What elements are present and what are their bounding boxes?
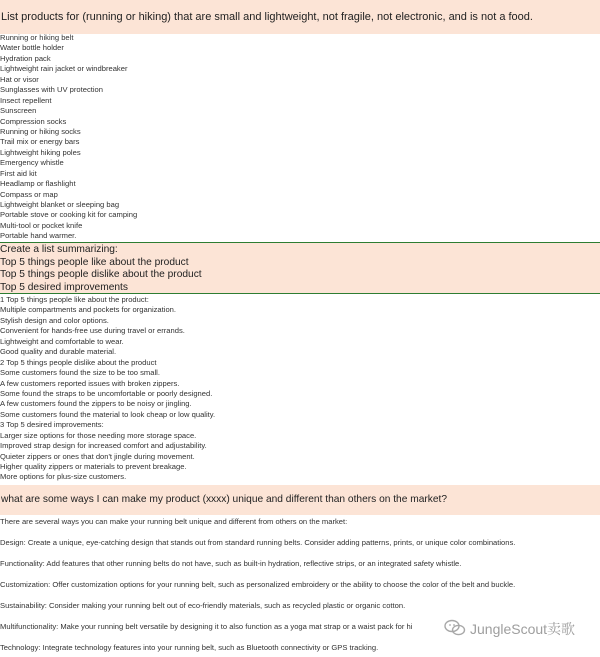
answer-paragraph: Customization: Offer customization options for your running belt, such as personalized embroidery or the ability to choose the color of the belt and buckle. <box>0 580 516 589</box>
watermark-text: JungleScout卖歌 <box>470 621 576 637</box>
product-list-item: Running or hiking belt <box>0 33 74 42</box>
answer-paragraph: Design: Create a unique, eye-catching design that stands out from standard running belts. Consider adding patterns, prints, or unique color combinations. <box>0 538 516 547</box>
summary-list-item: Lightweight and comfortable to wear. <box>0 336 124 346</box>
summary-list-item: A few customers reported issues with broken zippers. <box>0 378 180 388</box>
summary-list-item: Improved strap design for increased comfort and adjustability. <box>0 441 207 451</box>
product-list-item: Lightweight rain jacket or windbreaker <box>0 64 128 74</box>
answer-paragraph: Sustainability: Consider making your running belt out of eco-friendly materials, such as recycled plastic or organic cotton. <box>0 601 406 610</box>
product-list-item: Water bottle holder <box>0 43 64 53</box>
summary-list-item: Some customers found the material to look cheap or low quality. <box>0 409 216 419</box>
product-list-item: Sunglasses with UV protection <box>0 85 103 95</box>
product-list-item: Headlamp or flashlight <box>0 179 76 189</box>
product-list-item: First aid kit <box>0 168 37 178</box>
summary-list-item: A few customers found the zippers to be noisy or jingling. <box>0 399 192 409</box>
wechat-icon <box>444 619 470 640</box>
question-2-heading <box>0 242 600 294</box>
product-list-item: Hydration pack <box>0 53 51 63</box>
summary-list-item: 1 Top 5 things people like about the product: <box>0 295 149 304</box>
question-2-line: Top 5 things people like about the product <box>0 256 189 268</box>
product-list-item: Portable stove or cooking kit for camping <box>0 210 138 220</box>
product-list-item: Running or hiking socks <box>0 126 81 136</box>
question-2-line: Top 5 desired improvements <box>0 281 128 293</box>
product-list-item: Hat or visor <box>0 74 39 84</box>
product-list-item: Compression socks <box>0 116 67 126</box>
summary-list-item: Good quality and durable material. <box>0 347 117 357</box>
summary-list-item: Some found the straps to be uncomfortable or poorly designed. <box>0 388 213 398</box>
question-1-heading: List products for (running or hiking) that are small and lightweight, not fragile, not electronic, and is not a food. <box>0 0 600 34</box>
answer-paragraph: Technology: Integrate technology features into your running belt, such as Bluetooth connectivity or GPS tracking. <box>0 643 379 652</box>
product-list-item: Insect repellent <box>0 95 52 105</box>
summary-list-item: 2 Top 5 things people dislike about the product <box>0 357 157 367</box>
product-list-item: Multi-tool or pocket knife <box>0 220 83 230</box>
answer-paragraph: Functionality: Add features that other running belts do not have, such as built-in hydration, reflective strips, or an integrated safety whistle. <box>0 559 462 568</box>
answer-paragraph: Multifunctionality: Make your running belt versatile by designing it to also function as a yoga mat strap or a waist pack for hi <box>0 622 413 631</box>
product-list-item: Compass or map <box>0 189 58 199</box>
summary-list-item: Stylish design and color options. <box>0 315 109 325</box>
product-list <box>0 33 137 242</box>
question-3-heading: what are some ways I can make my product (xxxx) unique and different than others on the market? <box>0 485 600 515</box>
answer-paragraph: There are several ways you can make your running belt unique and different from others on the market: <box>0 517 348 526</box>
summary-list-item: 3 Top 5 desired improvements: <box>0 420 104 430</box>
summary-list-item: Some customers found the size to be too small. <box>0 368 160 378</box>
summary-list <box>0 295 215 483</box>
summary-list-item: Multiple compartments and pockets for organization. <box>0 305 177 315</box>
product-list-item: Lightweight blanket or sleeping bag <box>0 200 120 209</box>
product-list-item: Sunscreen <box>0 106 37 116</box>
product-list-item: Emergency whistle <box>0 158 64 168</box>
watermark <box>444 617 575 641</box>
summary-list-item: Higher quality zippers or materials to prevent breakage. <box>0 462 187 471</box>
summary-list-item: Convenient for hands-free use during travel or errands. <box>0 326 185 336</box>
product-list-item: Lightweight hiking poles <box>0 147 81 157</box>
question-2-line: Top 5 things people dislike about the product <box>0 269 202 280</box>
summary-list-item: Larger size options for those needing more storage space. <box>0 430 197 440</box>
question-2-line: Create a list summarizing: <box>0 244 118 255</box>
summary-list-item: Quieter zippers or ones that don't jingle during movement. <box>0 451 195 461</box>
product-list-item: Portable hand warmer. <box>0 231 77 241</box>
summary-list-item: More options for plus-size customers. <box>0 472 127 482</box>
product-list-item: Trail mix or energy bars <box>0 137 80 147</box>
